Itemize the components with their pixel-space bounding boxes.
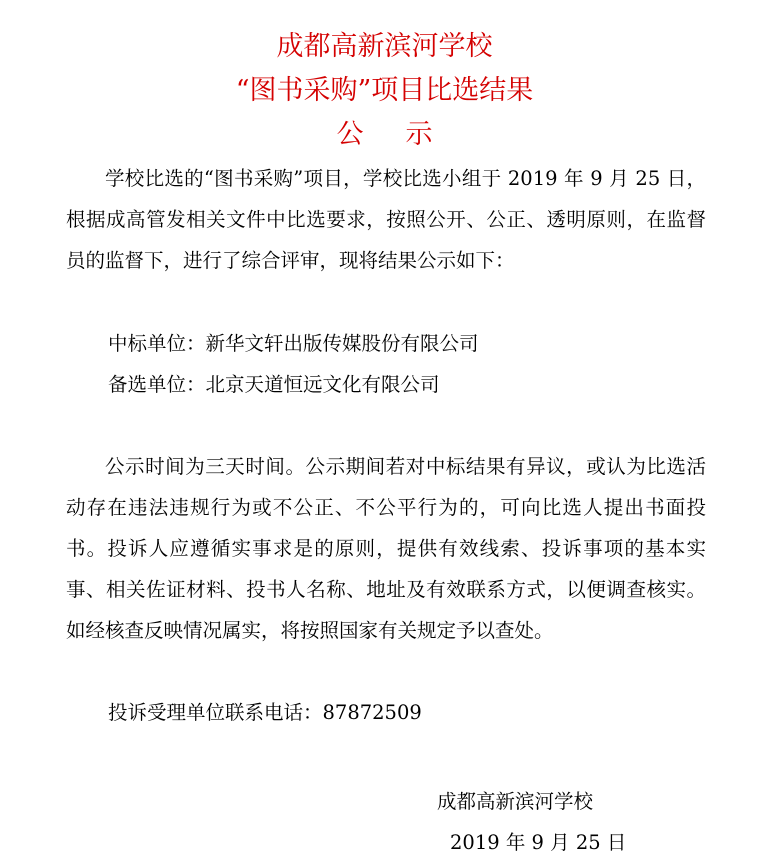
document-heading-notice: 公示 — [336, 119, 475, 150]
phone-label: 投诉受理单位联系电话： — [108, 701, 323, 724]
signature-organization: 成都高新滨河学校 — [437, 790, 594, 813]
winner-label: 中标单位： — [108, 332, 206, 355]
document-title: 成都高新滨河学校 — [276, 31, 493, 62]
phone-line — [108, 692, 422, 733]
alternate-label: 备选单位： — [108, 373, 206, 396]
alternate-name: 北京天道恒远文化有限公司 — [205, 373, 440, 396]
winner-name: 新华文轩出版传媒股份有限公司 — [205, 332, 479, 355]
alternate-line — [108, 364, 440, 405]
winner-line — [108, 323, 479, 364]
phone-number: 87872509 — [322, 701, 422, 724]
signature-date: 2019 年 9 月 25 日 — [450, 831, 627, 854]
intro-paragraph: 学校比选的“图书采购”项目，学校比选小组于 2019 年 9 月 25 日，根据成高管发相关文件中比选要求，按照公开、公正、透明原则，在监督员的监督下，进行了综合评审，现将结果公示如下： — [66, 167, 706, 272]
notice-paragraph: 公示时间为三天时间。公示期间若对中标结果有异议，或认为比选活动存在违法违规行为或不公正、不公平行为的，可向比选人提出书面投书。投诉人应遵循实事求是的原则，提供有效线索、投诉事项的基本实事、相关佐证材料、投书人名称、地址及有效联系方式，以便调查核实。如经核查反映情况属实，将按照国家有关规定予以查处。 — [66, 455, 706, 642]
document-subtitle: “图书采购”项目比选结果 — [235, 75, 534, 106]
